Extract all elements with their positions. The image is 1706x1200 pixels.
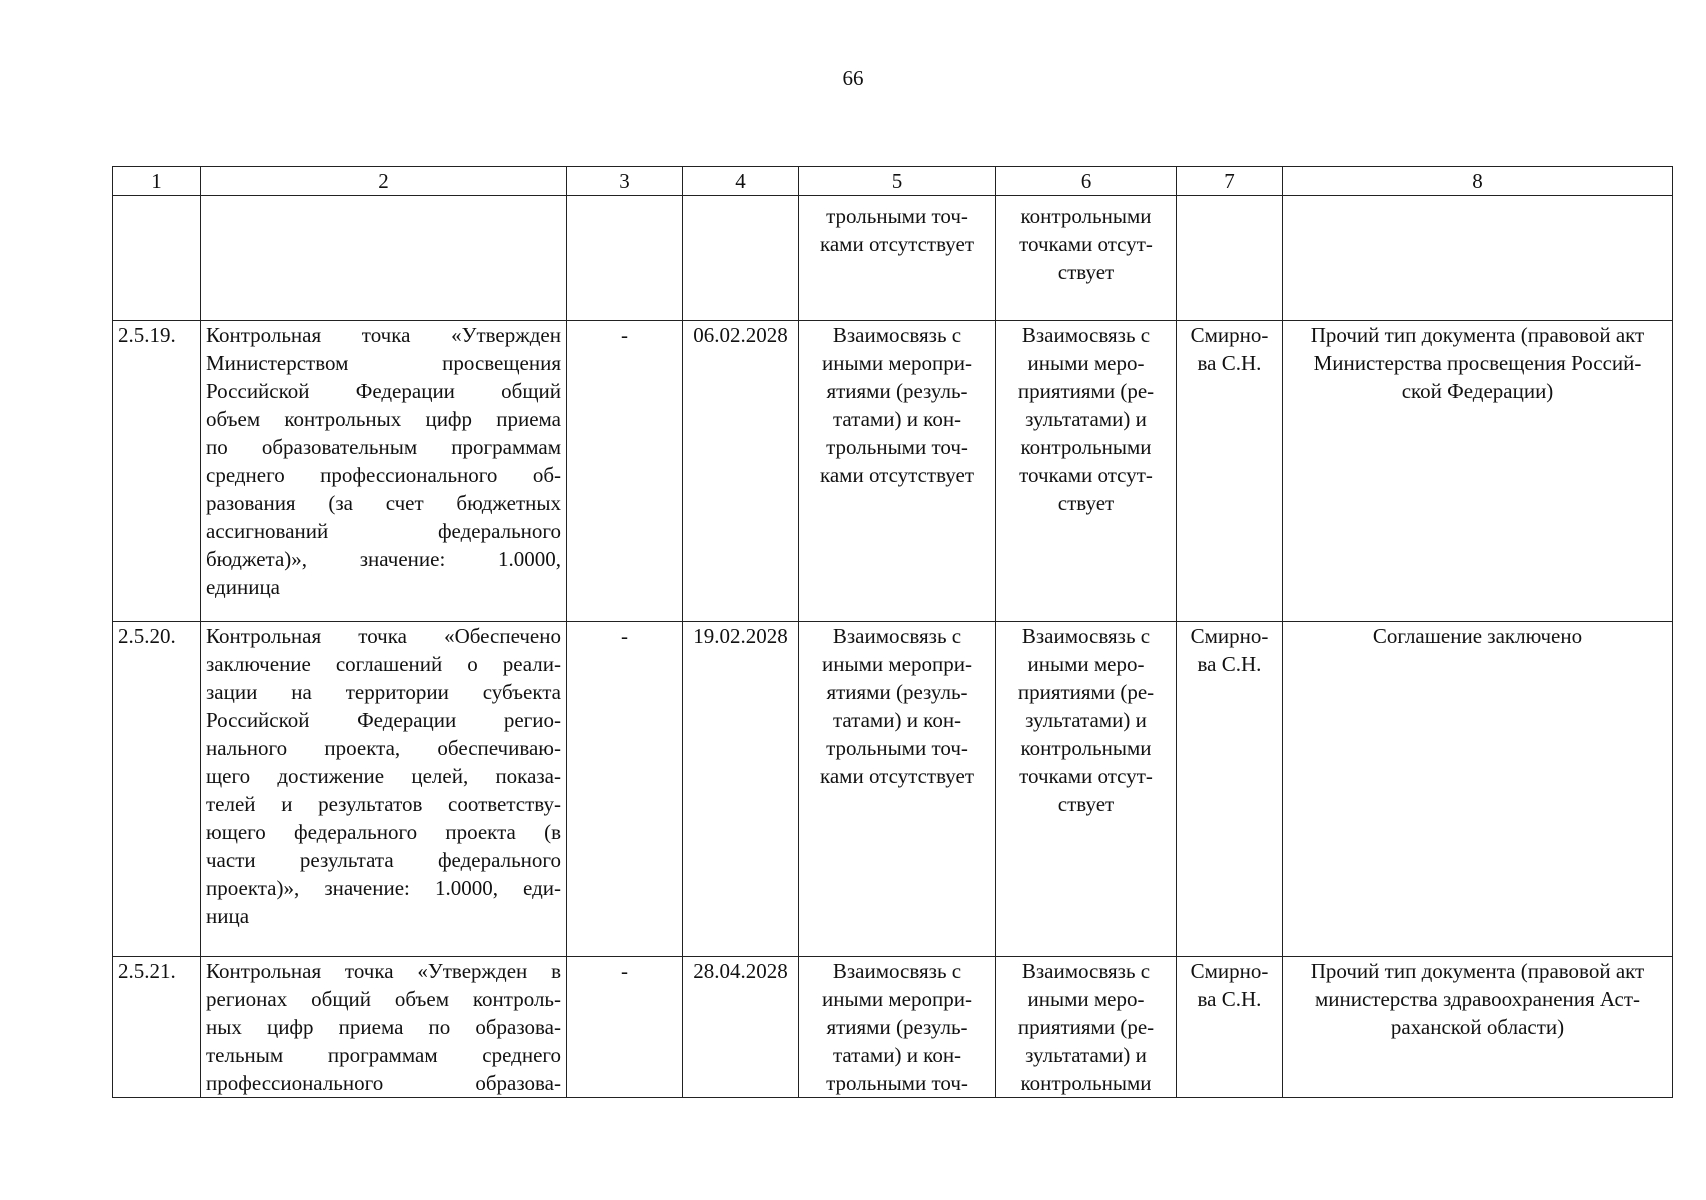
column-header: 3 (567, 167, 683, 196)
cell-line: контрольными (1020, 435, 1152, 459)
cell-line: Министерством просвещения (206, 351, 561, 375)
cell-line: контрольными (1020, 204, 1152, 228)
successors-cell (996, 196, 1177, 321)
cell-line: Российской Федерации регио- (206, 708, 561, 732)
cell-line: Контрольная точка «Утвержден (206, 323, 561, 347)
table-row (113, 622, 1673, 957)
cell-line: трольными точ- (826, 204, 968, 228)
cell-line: Взаимосвязь с (832, 959, 962, 983)
cell-line: Контрольная точка «Обеспечено (206, 624, 561, 648)
cell-line: Министерства просвещения Россий- (1313, 351, 1642, 375)
cell-line: татами) и кон- (832, 407, 962, 431)
type-cell: - (567, 957, 683, 1098)
cell-line: иными меро- (1027, 987, 1145, 1011)
cell-line: ятиями (резуль- (826, 379, 968, 403)
cell-line: иными меропри- (822, 652, 972, 676)
document-cell (1283, 622, 1673, 957)
successors-cell (996, 957, 1177, 1098)
document-cell (1283, 957, 1673, 1098)
responsible-cell (1177, 957, 1283, 1098)
cell-line: зультатами) и (1025, 1043, 1147, 1067)
column-header: 7 (1177, 167, 1283, 196)
cell-line: зультатами) и (1025, 708, 1147, 732)
cell-line: контрольными (1020, 736, 1152, 760)
cell-line: министерства здравоохранения Аст- (1314, 987, 1641, 1011)
responsible-cell (1177, 321, 1283, 622)
row-number-cell: 2.5.21. (113, 957, 201, 1098)
row-number-cell: 2.5.19. (113, 321, 201, 622)
table-cell (201, 196, 567, 321)
cell-line: среднего профессионального об- (206, 463, 561, 487)
cell-line: ных цифр приема по образова- (206, 1015, 561, 1039)
cell-line: иными меро- (1027, 652, 1145, 676)
cell-line: бюджета)», значение: 1.0000, (206, 547, 561, 571)
cell-line: Контрольная точка «Утвержден в (206, 959, 561, 983)
table-cell (683, 196, 799, 321)
column-header: 6 (996, 167, 1177, 196)
cell-line: трольными точ- (826, 1071, 968, 1095)
cell-line: трольными точ- (826, 435, 968, 459)
table-cell (113, 196, 201, 321)
cell-line: части результата федерального (206, 848, 561, 872)
continuation-row (113, 196, 1673, 321)
cell-line: Прочий тип документа (правовой акт (1310, 959, 1645, 983)
cell-line: телей и результатов соответству- (206, 792, 561, 816)
cell-line: нального проекта, обеспечиваю- (206, 736, 561, 760)
cell-line: точками отсут- (1019, 232, 1153, 256)
date-cell: 19.02.2028 (683, 622, 799, 957)
column-header: 4 (683, 167, 799, 196)
cell-line: ствует (1057, 792, 1115, 816)
control-point-name-cell (201, 957, 567, 1098)
type-cell: - (567, 622, 683, 957)
page-number: 66 (842, 66, 864, 90)
cell-line: щего достижение целей, показа- (206, 764, 561, 788)
table-cell (1283, 196, 1673, 321)
cell-line: приятиями (ре- (1017, 379, 1155, 403)
cell-line: профессионального образова- (206, 1071, 561, 1095)
table-row (113, 957, 1673, 1098)
cell-line: ница (206, 904, 250, 928)
predecessors-cell (799, 321, 996, 622)
row-number-cell: 2.5.20. (113, 622, 201, 957)
cell-line: иными меро- (1027, 351, 1145, 375)
cell-line: ствует (1057, 260, 1115, 284)
column-header: 8 (1283, 167, 1673, 196)
cell-line: Российской Федерации общий (206, 379, 561, 403)
cell-line: ками отсутствует (819, 232, 975, 256)
control-points-table (112, 166, 1673, 1098)
column-header: 2 (201, 167, 567, 196)
cell-line: ва С.Н. (1197, 987, 1262, 1011)
cell-line: Смирно- (1190, 959, 1269, 983)
column-header: 5 (799, 167, 996, 196)
cell-line: ками отсутствует (819, 764, 975, 788)
cell-line: точками отсут- (1019, 463, 1153, 487)
cell-line: проекта)», значение: 1.0000, еди- (206, 876, 561, 900)
control-point-name-cell (201, 622, 567, 957)
cell-line: единица (206, 575, 281, 599)
cell-line: контрольными (1020, 1071, 1152, 1095)
predecessors-cell (799, 622, 996, 957)
cell-line: регионах общий объем контроль- (206, 987, 561, 1011)
cell-line: иными меропри- (822, 987, 972, 1011)
cell-line: точками отсут- (1019, 764, 1153, 788)
cell-line: тельным программам среднего (206, 1043, 561, 1067)
successors-cell (996, 622, 1177, 957)
cell-line: трольными точ- (826, 736, 968, 760)
table-row (113, 321, 1673, 622)
cell-line: ва С.Н. (1197, 351, 1262, 375)
cell-line: Взаимосвязь с (1021, 624, 1151, 648)
cell-line: Взаимосвязь с (832, 323, 962, 347)
cell-line: по образовательным программам (206, 435, 561, 459)
date-cell: 06.02.2028 (683, 321, 799, 622)
cell-line: ассигнований федерального (206, 519, 561, 543)
cell-line: зультатами) и (1025, 407, 1147, 431)
cell-line: ва С.Н. (1197, 652, 1262, 676)
cell-line: зации на территории субъекта (206, 680, 561, 704)
cell-line: ятиями (резуль- (826, 680, 968, 704)
cell-line: заключение соглашений о реали- (206, 652, 561, 676)
type-cell: - (567, 321, 683, 622)
responsible-cell (1177, 622, 1283, 957)
cell-line: ской Федерации) (1401, 379, 1554, 403)
cell-line: Смирно- (1190, 323, 1269, 347)
cell-line: татами) и кон- (832, 708, 962, 732)
table-cell (1177, 196, 1283, 321)
cell-line: Соглашение заключено (1372, 624, 1583, 648)
cell-line: объем контрольных цифр приема (206, 407, 561, 431)
table-cell (567, 196, 683, 321)
control-point-name-cell (201, 321, 567, 622)
cell-line: разования (за счет бюджетных (206, 491, 561, 515)
predecessors-cell (799, 957, 996, 1098)
column-header: 1 (113, 167, 201, 196)
cell-line: татами) и кон- (832, 1043, 962, 1067)
cell-line: Смирно- (1190, 624, 1269, 648)
cell-line: раханской области) (1390, 1015, 1565, 1039)
header-row (113, 167, 1673, 196)
predecessors-cell (799, 196, 996, 321)
cell-line: Взаимосвязь с (832, 624, 962, 648)
successors-cell (996, 321, 1177, 622)
cell-line: ками отсутствует (819, 463, 975, 487)
cell-line: ствует (1057, 491, 1115, 515)
cell-line: иными меропри- (822, 351, 972, 375)
cell-line: ющего федерального проекта (в (206, 820, 561, 844)
cell-line: Взаимосвязь с (1021, 323, 1151, 347)
cell-line: Взаимосвязь с (1021, 959, 1151, 983)
cell-line: приятиями (ре- (1017, 680, 1155, 704)
cell-line: Прочий тип документа (правовой акт (1310, 323, 1645, 347)
document-cell (1283, 321, 1673, 622)
date-cell: 28.04.2028 (683, 957, 799, 1098)
cell-line: приятиями (ре- (1017, 1015, 1155, 1039)
cell-line: ятиями (резуль- (826, 1015, 968, 1039)
